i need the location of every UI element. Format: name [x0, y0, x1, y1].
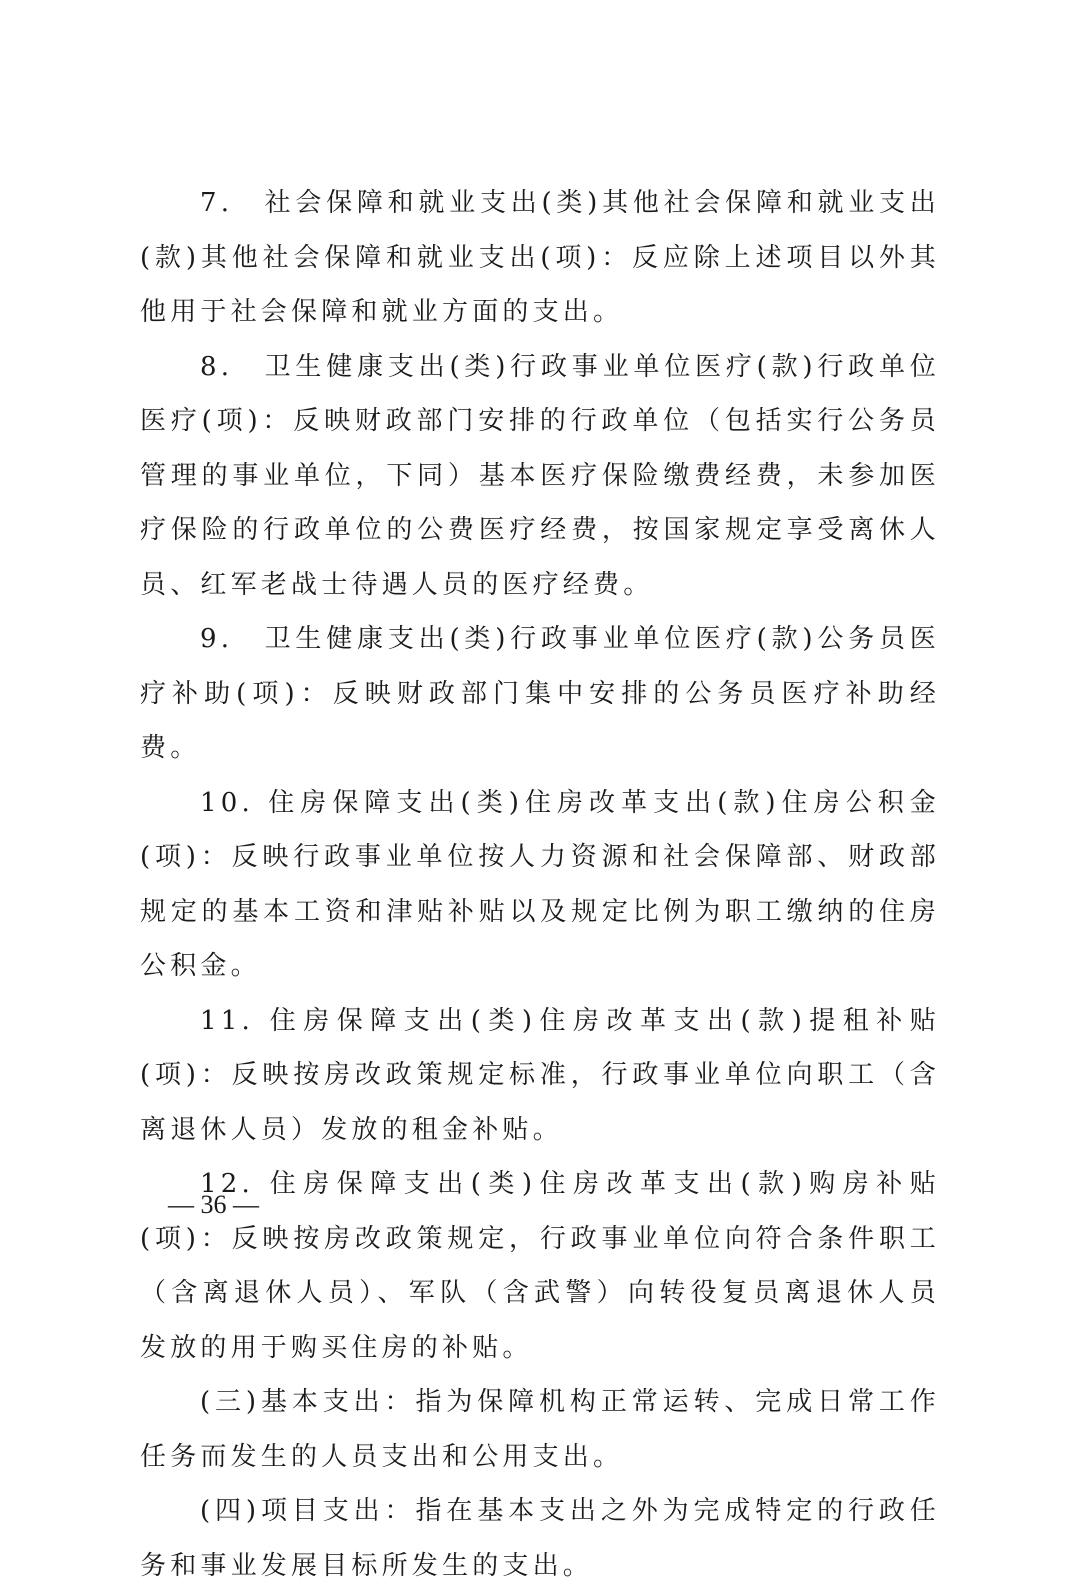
- paragraph-item-7: 7. 社会保障和就业支出(类)其他社会保障和就业支出(款)其他社会保障和就业支出(项)：反应除上述项目以外其他用于社会保障和就业方面的支出。: [140, 188, 940, 327]
- paragraph-project-expenditure: (四)项目支出：指在基本支出之外为完成特定的行政任务和事业发展目标所发生的支出。: [140, 1496, 940, 1581]
- page-number: — 36 —: [168, 1190, 259, 1219]
- paragraph-item-10: 10. 住房保障支出(类)住房改革支出(款)住房公积金(项)：反映行政事业单位按人力资源和社会保障部、财政部规定的基本工资和津贴补贴以及规定比例为职工缴纳的住房公积金。: [140, 787, 940, 981]
- document-body: [140, 176, 940, 1593]
- paragraph-item-8: 8. 卫生健康支出(类)行政事业单位医疗(款)行政单位医疗(项)：反映财政部门安排的行政单位（包括实行公务员管理的事业单位，下同）基本医疗保险缴费经费，未参加医疗保险的行政单位的公费医疗经费，按国家规定享受离休人员、红军老战士待遇人员的医疗经费。: [140, 351, 940, 600]
- paragraph-item-12: 12. 住房保障支出(类)住房改革支出(款)购房补贴(项)：反映按房改政策规定，行政事业单位向符合条件职工（含离退休人员）、军队（含武警）向转役复员离退休人员发放的用于购买住房的补贴。: [140, 1169, 940, 1363]
- paragraph-item-9: 9. 卫生健康支出(类)行政事业单位医疗(款)公务员医疗补助(项)：反映财政部门集中安排的公务员医疗补助经费。: [140, 624, 940, 763]
- paragraph-basic-expenditure: (三)基本支出：指为保障机构正常运转、完成日常工作任务而发生的人员支出和公用支出。: [140, 1387, 940, 1472]
- paragraph-item-11: 11. 住房保障支出(类)住房改革支出(款)提租补贴(项)：反映按房改政策规定标准，行政事业单位向职工（含离退休人员）发放的租金补贴。: [140, 1005, 940, 1145]
